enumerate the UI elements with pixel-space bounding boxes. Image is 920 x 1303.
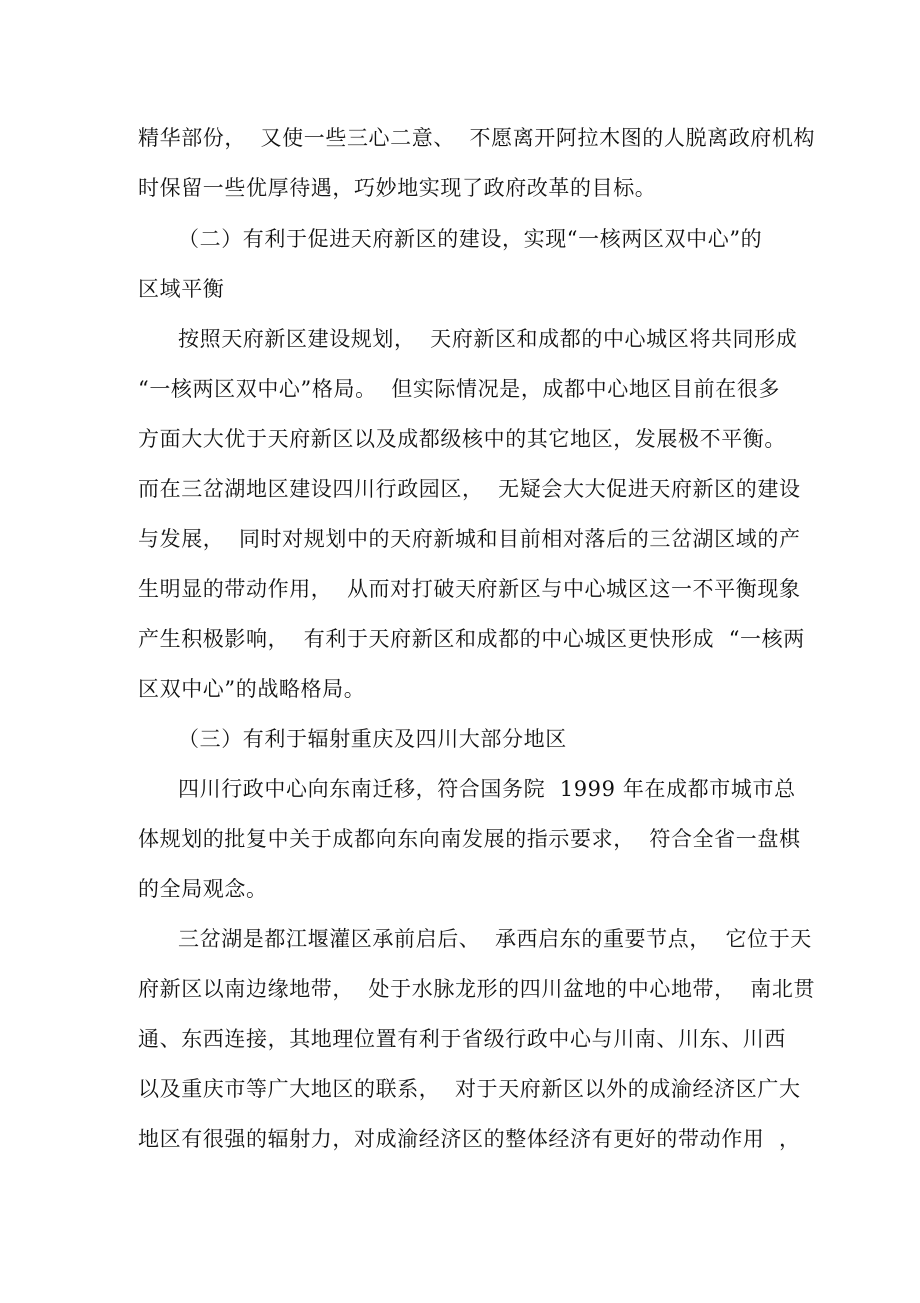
text-line: 府新区以南边缘地带， 处于水脉龙形的四川盆地的中心地带， 南北贯	[138, 977, 816, 1001]
text-line: 四川行政中心向东南迁移，符合国务院 1999 年在成都市城市总	[178, 777, 796, 801]
section-heading: （二）有利于促进天府新区的建设，实现“一核两区双中心”的	[178, 227, 763, 251]
text-line: 地区有很强的辐射力，对成渝经济区的整体经济有更好的带动作用 ，	[138, 1127, 801, 1151]
text-line: 的全局观念。	[138, 877, 268, 901]
text-line: 三岔湖是都江堰灌区承前启后、 承西启东的重要节点， 它位于天	[178, 927, 812, 951]
text-line: 精华部份， 又使一些三心二意、 不愿离开阿拉木图的人脱离政府机构	[138, 126, 816, 150]
text-line: 区双中心”的战略格局。	[138, 677, 366, 701]
text-line: 时保留一些优厚待遇，巧妙地实现了政府改革的目标。	[138, 176, 657, 200]
text-line: “一核两区双中心”格局。 但实际情况是，成都中心地区目前在很多	[138, 377, 781, 401]
text-line: 方面大大优于天府新区以及成都级核中的其它地区，发展极不平衡。	[138, 427, 786, 451]
section-heading-continued: 区域平衡	[138, 277, 225, 301]
text-line: 产生积极影响， 有利于天府新区和成都的中心城区更快形成 “一核两	[138, 627, 805, 651]
text-line: 以及重庆市等广大地区的联系， 对于天府新区以外的成渝经济区广大	[138, 1077, 801, 1101]
text-line: 通、东西连接，其地理位置有利于省级行政中心与川南、川东、川西	[138, 1027, 786, 1051]
text-line: 而在三岔湖地区建设四川行政园区， 无疑会大大促进天府新区的建设	[138, 477, 801, 501]
text-line: 按照天府新区建设规划， 天府新区和成都的中心城区将共同形成	[178, 327, 798, 351]
section-heading: （三）有利于辐射重庆及四川大部分地区	[178, 727, 567, 751]
text-line: 生明显的带动作用， 从而对打破天府新区与中心城区这一不平衡现象	[138, 577, 801, 601]
text-line: 与发展， 同时对规划中的天府新城和目前相对落后的三岔湖区域的产	[138, 527, 801, 551]
text-line: 体规划的批复中关于成都向东向南发展的指示要求， 符合全省一盘棋	[138, 827, 801, 851]
